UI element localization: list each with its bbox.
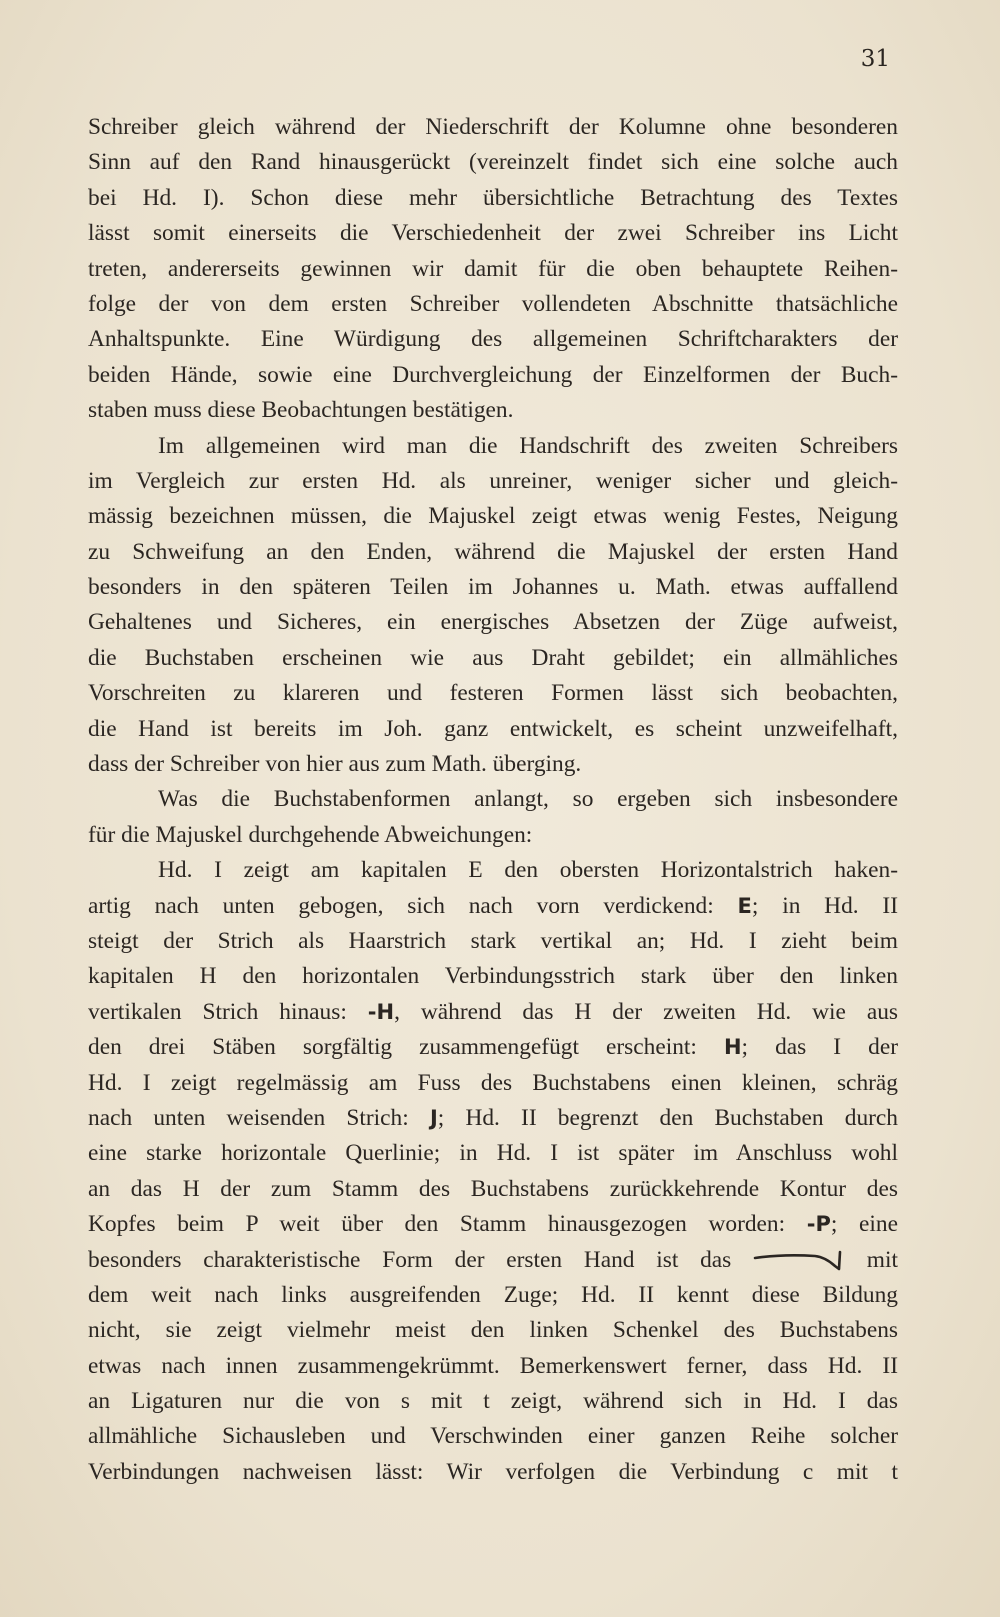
hand-stroke-glyph bbox=[753, 1249, 845, 1271]
paragraph-start-line: Hd. I zeigt am kapitalen E den obersten Horizontalstrich haken- bbox=[158, 857, 898, 884]
text-line: eine starke horizontale Querlinie; in Hd. I ist später im Anschluss wohl bbox=[88, 1140, 898, 1167]
text-line: beiden Hände, sowie eine Durchvergleichung der Einzelformen der Buch- bbox=[88, 361, 898, 388]
text-line: allmähliche Sichausleben und Verschwinden einer ganzen Reihe solcher bbox=[88, 1423, 898, 1450]
text-line-with-glyph: besonders charakteristische Form der ersten Hand ist das mit bbox=[88, 1246, 898, 1273]
text-line: besonders in den späteren Teilen im Johannes u. Math. etwas auffallend bbox=[88, 574, 898, 601]
text-line: die Buchstaben erscheinen wie aus Draht gebildet; ein allmähliches bbox=[88, 644, 898, 671]
paragraph-end-line: staben muss diese Beobachtungen bestätigen. bbox=[88, 397, 514, 424]
text-line-with-glyph: nach unten weisenden Strich: J; Hd. II begrenzt den Buchstaben durch bbox=[88, 1104, 899, 1131]
text-line-with-glyph: vertikalen Strich hinaus: -H, während das H der zweiten Hd. wie aus bbox=[88, 998, 898, 1025]
text-line: folge der von dem ersten Schreiber vollendeten Abschnitte thatsächliche bbox=[88, 290, 898, 317]
paragraph-start-line: Im allgemeinen wird man die Handschrift des zweiten Schreibers bbox=[158, 432, 898, 459]
text-line: Gehaltenes und Sicheres, ein energisches Absetzen der Züge aufweist, bbox=[88, 609, 898, 636]
text-line: Vorschreiten zu klareren und festeren Formen lässt sich beobachten, bbox=[88, 680, 898, 707]
paragraph-end-line: für die Majuskel durchgehende Abweichungen: bbox=[88, 821, 533, 848]
text-line: kapitalen H den horizontalen Verbindungsstrich stark über den linken bbox=[88, 963, 898, 990]
text-line: mässig bezeichnen müssen, die Majuskel zeigt etwas wenig Festes, Neigung bbox=[88, 503, 898, 530]
letter-p-stroke-glyph: -P bbox=[806, 1212, 831, 1237]
text-line: steigt der Strich als Haarstrich stark vertikal an; Hd. I zieht beim bbox=[88, 927, 898, 954]
text-line: an Ligaturen nur die von s mit t zeigt, während sich in Hd. I das bbox=[88, 1388, 898, 1415]
text-line: etwas nach innen zusammengekrümmt. Bemerkenswert ferner, dass Hd. II bbox=[88, 1352, 898, 1379]
text-line: Schreiber gleich während der Niederschrift der Kolumne ohne besonderen bbox=[88, 114, 898, 140]
text-line: die Hand ist bereits im Joh. ganz entwickelt, es scheint unzweifelhaft, bbox=[88, 715, 898, 742]
text-line: nicht, sie zeigt vielmehr meist den linken Schenkel des Buchstabens bbox=[88, 1317, 898, 1344]
text-line: lässt somit einerseits die Verschiedenheit der zwei Schreiber ins Licht bbox=[88, 220, 898, 247]
text-line-with-glyph: artig nach unten gebogen, sich nach vorn verdickend: E; in Hd. II bbox=[88, 892, 898, 919]
letter-h-glyph: H bbox=[723, 1035, 742, 1060]
letter-j-glyph: J bbox=[429, 1105, 438, 1130]
text-line-with-glyph: den drei Stäben sorgfältig zusammengefügt erscheint: H; das I der bbox=[88, 1034, 898, 1061]
body-text bbox=[88, 110, 898, 1490]
paragraph-start-line: Was die Buchstabenformen anlangt, so ergeben sich insbesondere bbox=[158, 786, 898, 813]
text-line: treten, andererseits gewinnen wir damit für die oben behauptete Reihen- bbox=[88, 255, 898, 282]
paragraph-end-line: dass der Schreiber von hier aus zum Math. überging. bbox=[88, 751, 582, 778]
text-line: Sinn auf den Rand hinausgerückt (vereinzelt findet sich eine solche auch bbox=[88, 149, 898, 176]
letter-h-stroke-glyph: -H bbox=[367, 999, 395, 1024]
letter-e-glyph: E bbox=[737, 893, 752, 918]
text-line: Verbindungen nachweisen lässt: Wir verfolgen die Verbindung c mit t bbox=[88, 1458, 898, 1485]
text-line: Anhaltspunkte. Eine Würdigung des allgemeinen Schriftcharakters der bbox=[88, 326, 898, 353]
text-line: bei Hd. I). Schon diese mehr übersichtliche Betrachtung des Textes bbox=[88, 184, 898, 211]
page-number: 31 bbox=[860, 46, 890, 72]
text-line: dem weit nach links ausgreifenden Zuge; Hd. II kennt diese Bildung bbox=[88, 1281, 898, 1308]
text-line: an das H der zum Stamm des Buchstabens zurückkehrende Kontur des bbox=[88, 1175, 898, 1202]
text-line: zu Schweifung an den Enden, während die Majuskel der ersten Hand bbox=[88, 538, 898, 565]
text-line: Hd. I zeigt regelmässig am Fuss des Buchstabens einen kleinen, schräg bbox=[88, 1069, 898, 1096]
text-line-with-glyph: Kopfes beim P weit über den Stamm hinausgezogen worden: -P; eine bbox=[88, 1211, 898, 1238]
text-line: im Vergleich zur ersten Hd. als unreiner, weniger sicher und gleich- bbox=[88, 467, 898, 494]
